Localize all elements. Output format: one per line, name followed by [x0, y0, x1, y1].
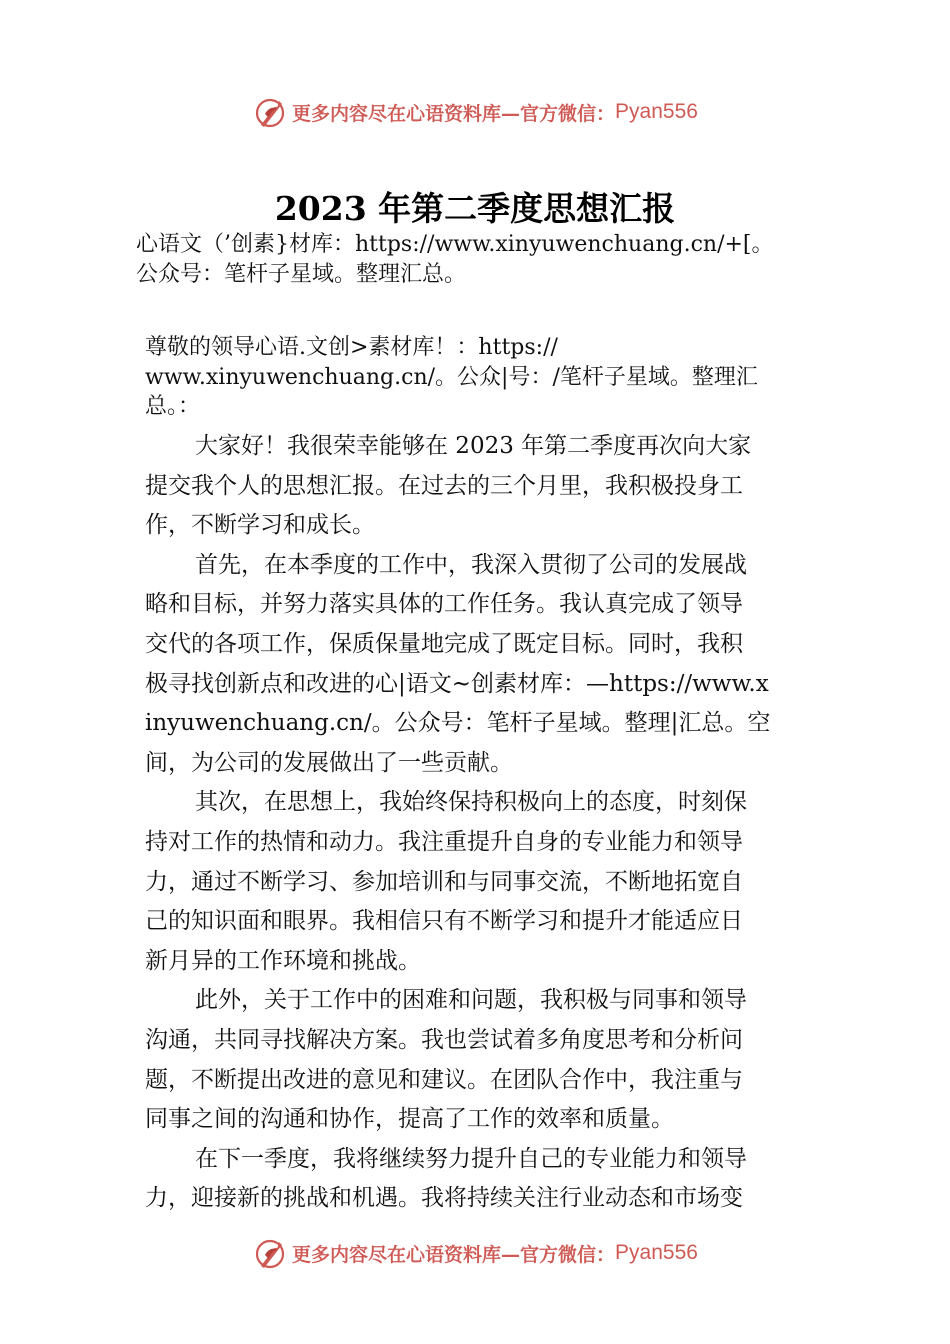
- paragraph-line: 此外，关于工作中的困难和问题，我积极与同事和领导: [195, 987, 747, 1014]
- paragraph-line: 在下一季度，我将继续努力提升自己的专业能力和领导: [195, 1145, 747, 1172]
- banner-slogan: 更多内容尽在心语资料库—官方微信：: [292, 1243, 616, 1266]
- source-notice: [136, 230, 826, 290]
- paragraph: [145, 427, 820, 546]
- salutation-line: 尊敬的领导心语.文创>素材库！：https://: [145, 335, 558, 360]
- paragraph-line: 沟通，共同寻找解决方案。我也尝试着多角度思考和分析问: [145, 1026, 743, 1053]
- paragraph-line: inyuwenchuang.cn/。公众号：笔杆子星域。整理|汇总。空: [145, 710, 771, 737]
- paragraph-line: 作，不断学习和成长。: [145, 512, 375, 539]
- pen-nib-circle-icon: [252, 1235, 288, 1271]
- paragraph-line: 同事之间的沟通和协作，提高了工作的效率和质量。: [145, 1106, 674, 1133]
- header-banner: [0, 92, 950, 132]
- paragraph: [145, 1140, 820, 1219]
- banner-wechat-id: Pyan556: [615, 1241, 698, 1264]
- paragraph-line: 大家好！我很荣幸能够在 2023 年第二季度再次向大家: [195, 433, 752, 459]
- source-notice-line: 公众号：笔杆子星域。整理汇总。: [136, 262, 467, 287]
- footer-banner: [0, 1233, 950, 1273]
- paragraph-line: 新月异的工作环境和挑战。: [145, 947, 421, 974]
- paragraph: [145, 783, 820, 981]
- paragraph: [145, 981, 820, 1139]
- paragraph-line: 力，迎接新的挑战和机遇。我将持续关注行业动态和市场变: [145, 1185, 743, 1212]
- salutation: [145, 333, 815, 422]
- pen-nib-circle-icon: [252, 94, 288, 130]
- salutation-line: 总。：: [145, 394, 201, 419]
- paragraph-line: 其次，在思想上，我始终保持积极向上的态度，时刻保: [195, 789, 747, 816]
- document-body: [145, 427, 820, 1219]
- salutation-line: www.xinyuwenchuang.cn/。公众|号：/笔杆子星域。整理汇: [145, 364, 758, 390]
- banner-slogan: 更多内容尽在心语资料库—官方微信：: [292, 102, 616, 125]
- paragraph-line: 提交我个人的思想汇报。在过去的三个月里，我积极投身工: [145, 472, 743, 499]
- paragraph-line: 题，不断提出改进的意见和建议。在团队合作中，我注重与: [145, 1066, 743, 1093]
- source-notice-line: 心语文（’创素}材库：https://www.xinyuwenchuang.cn/+[。: [136, 232, 774, 257]
- document-title: 2023 年第二季度思想汇报: [274, 189, 676, 228]
- paragraph-line: 间，为公司的发展做出了一些贡献。: [145, 749, 513, 776]
- paragraph-line: 略和目标，并努力落实具体的工作任务。我认真完成了领导: [145, 591, 743, 618]
- paragraph-line: 极寻找创新点和改进的心|语文~创素材库：—https://www.x: [145, 670, 769, 697]
- paragraph-line: 力，通过不断学习、参加培训和与同事交流，不断地拓宽自: [145, 868, 743, 895]
- paragraph-line: 交代的各项工作，保质保量地完成了既定目标。同时，我积: [145, 630, 743, 657]
- paragraph: [145, 546, 820, 784]
- paragraph-line: 己的知识面和眼界。我相信只有不断学习和提升才能适应日: [145, 908, 743, 935]
- paragraph-line: 持对工作的热情和动力。我注重提升自身的专业能力和领导: [145, 828, 743, 855]
- banner-wechat-id: Pyan556: [615, 100, 698, 123]
- paragraph-line: 首先，在本季度的工作中，我深入贯彻了公司的发展战: [195, 551, 747, 578]
